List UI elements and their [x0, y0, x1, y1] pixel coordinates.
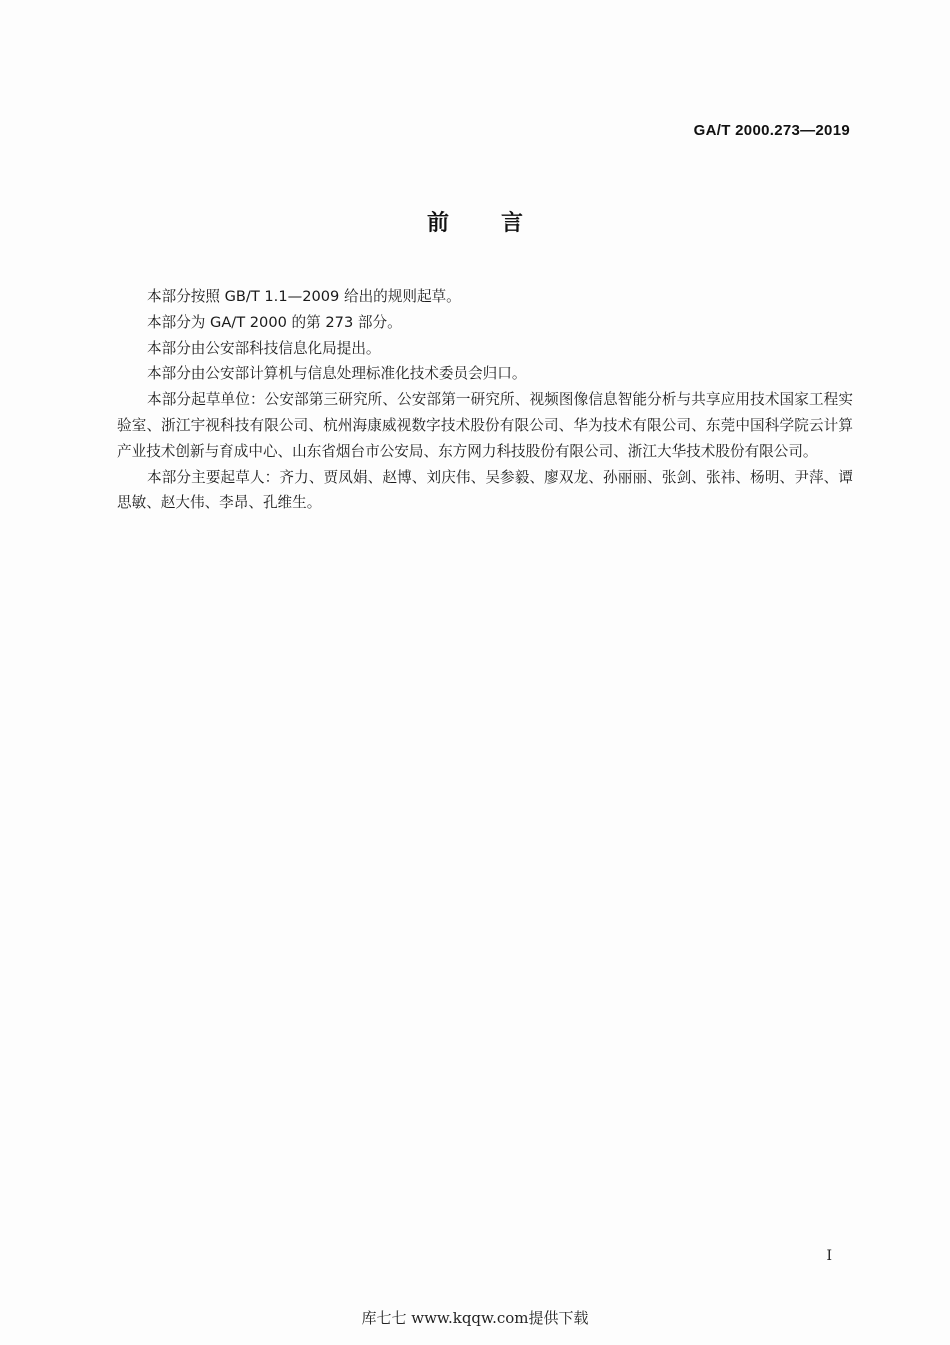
footer-watermark: 库七七 www.kqqw.com提供下载 — [361, 1309, 589, 1327]
paragraph-drafting-units: 本部分起草单位：公安部第三研究所、公安部第一研究所、视频图像信息智能分析与共享应用技术国家工程实验室、浙江宇视科技有限公司、杭州海康威视数字技术股份有限公司、华为技术有限公司、东莞中国科学院云计算产业技术创新与育成中心、山东省烟台市公安局、东方网力科技股份有限公司、浙江大华技术股份有限公司。 — [117, 391, 853, 460]
document-body — [117, 284, 853, 516]
standard-code: GA/T 2000.273—2019 — [693, 122, 850, 139]
paragraph-committee: 本部分由公安部计算机与信息处理标准化技术委员会归口。 — [147, 365, 527, 383]
paragraph-part-number: 本部分为 GA/T 2000 的第 273 部分。 — [147, 313, 402, 331]
paragraph-proposer: 本部分由公安部科技信息化局提出。 — [147, 339, 381, 357]
paragraph-drafting-rules: 本部分按照 GB/T 1.1—2009 给出的规则起草。 — [147, 288, 461, 305]
paragraph-drafters: 本部分主要起草人：齐力、贾凤娟、赵博、刘庆伟、吴参毅、廖双龙、孙丽丽、张剑、张祎、杨明、尹萍、谭思敏、赵大伟、李昂、孔维生。 — [117, 468, 853, 512]
page-title: 前言 — [426, 211, 575, 236]
page-number: I — [826, 1248, 832, 1264]
